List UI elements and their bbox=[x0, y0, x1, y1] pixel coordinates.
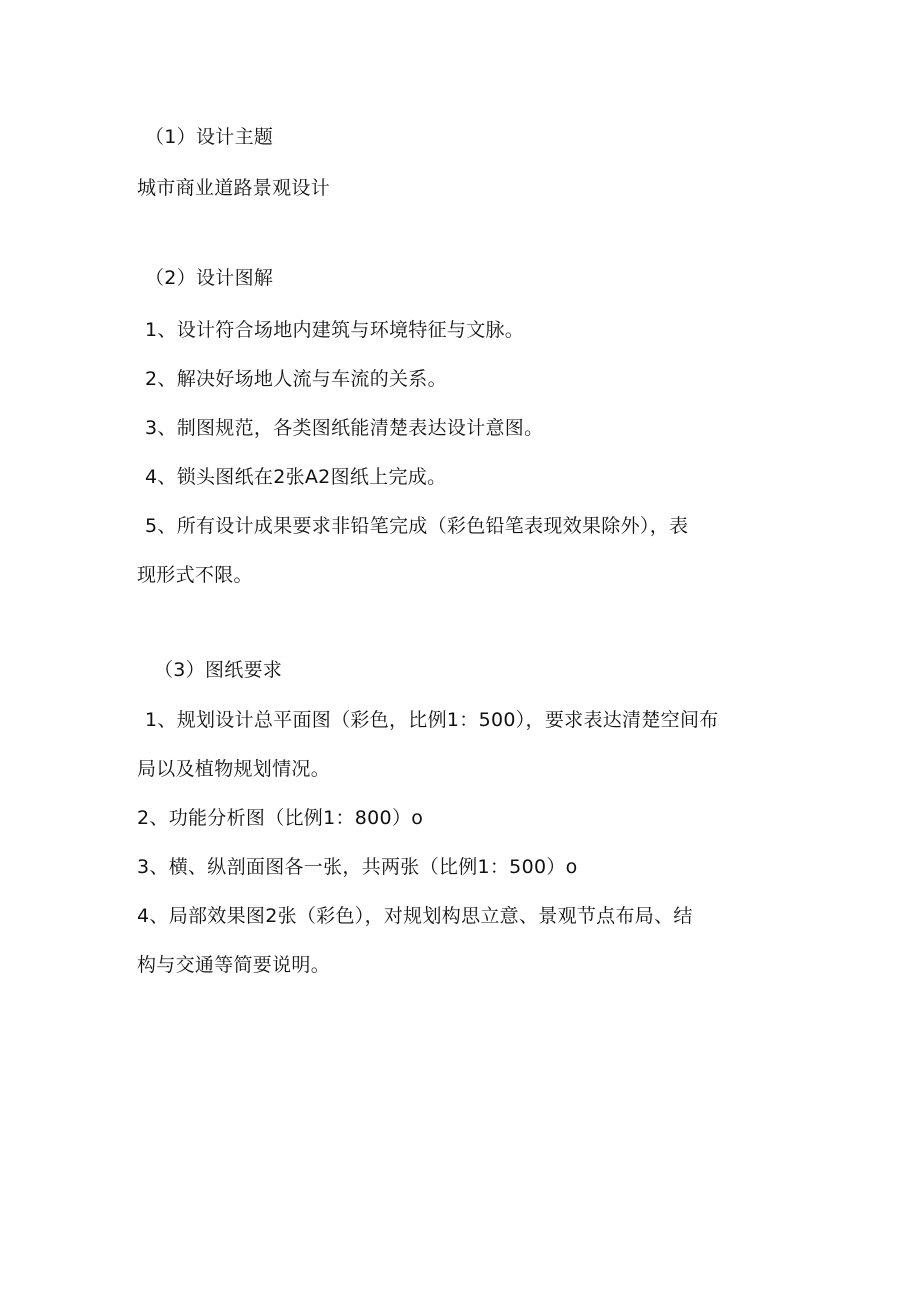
list-item: 1、设计符合场地内建筑与环境特征与文脉。 bbox=[145, 319, 525, 341]
list-item: 2、功能分析图（比例1：800）o bbox=[137, 807, 424, 829]
list-item: 1、规划设计总平面图（彩色，比例1：500），要求表达清楚空间布 bbox=[145, 709, 719, 731]
section-1-heading: （1）设计主题 bbox=[145, 126, 274, 148]
section-2-heading: （2）设计图解 bbox=[145, 267, 274, 289]
list-item: 4、局部效果图2张（彩色），对规划构思立意、景观节点布局、结 bbox=[137, 905, 693, 927]
list-item: 2、解决好场地人流与车流的关系。 bbox=[145, 368, 447, 390]
list-item-continuation: 局以及植物规划情况。 bbox=[137, 758, 331, 780]
list-item-continuation: 现形式不限。 bbox=[137, 564, 253, 586]
list-item: 3、横、纵剖面图各一张，共两张（比例1：500）o bbox=[137, 856, 578, 878]
list-item: 3、制图规范，各类图纸能清楚表达设计意图。 bbox=[145, 417, 544, 439]
section-1-body: 城市商业道路景观设计 bbox=[137, 177, 331, 199]
section-3-heading: （3）图纸要求 bbox=[154, 659, 283, 681]
list-item: 5、所有设计成果要求非铅笔完成（彩色铅笔表现效果除外），表 bbox=[145, 515, 689, 537]
list-item: 4、锁头图纸在2张A2图纸上完成。 bbox=[145, 466, 447, 488]
list-item-continuation: 构与交通等简要说明。 bbox=[137, 954, 331, 976]
